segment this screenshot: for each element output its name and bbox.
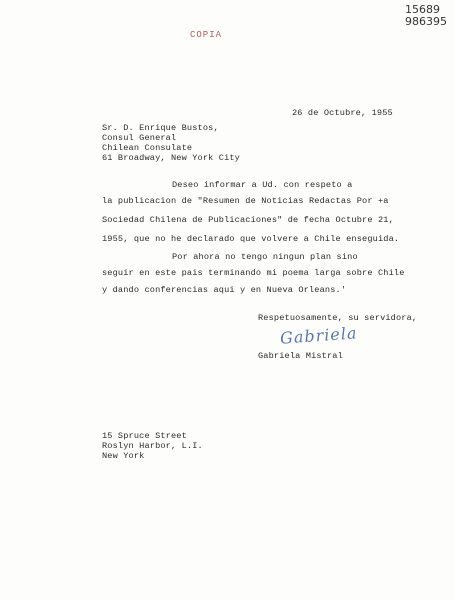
body-line: y dando conferencias aqui y en Nueva Orleans.' xyxy=(102,285,347,295)
body-line: Sociedad Chilena de Publicaciones" de fecha Octubre 21, xyxy=(102,215,394,225)
body-line: Por ahora no tengo ningun plan sino xyxy=(172,252,358,262)
recipient-line: Consul General xyxy=(102,133,177,143)
sender-address-line: 15 Spruce Street xyxy=(102,431,187,441)
body-line: la publicacion de "Resumen de Noticias Redactas Por +a xyxy=(102,196,389,206)
recipient-line: 61 Broadway, New York City xyxy=(102,153,240,163)
closing-line: Respetuosamente, su servidora, xyxy=(258,313,418,323)
letter-date: 26 de Octubre, 1955 xyxy=(292,108,393,118)
reference-number: 986395 xyxy=(405,15,447,28)
handwritten-signature: Gabriela xyxy=(279,323,359,348)
recipient-line: Chilean Consulate xyxy=(102,143,193,153)
copy-stamp: COPIA xyxy=(190,30,223,40)
reference-numbers xyxy=(405,4,447,28)
recipient-line: Sr. D. Enrique Bustos, xyxy=(102,123,219,133)
sender-address-line: Roslyn Harbor, L.I. xyxy=(102,441,203,451)
body-line: seguir en este pais terminando mi poema larga sobre Chile xyxy=(102,268,405,278)
sender-name: Gabriela Mistral xyxy=(258,351,343,361)
body-line: 1955, que no he declarado que volvere a Chile enseguida. xyxy=(102,234,400,244)
reference-number: 15689 xyxy=(405,3,440,16)
body-line: Deseo informar a Ud. con respeto a xyxy=(172,180,353,190)
sender-address-line: New York xyxy=(102,451,145,461)
